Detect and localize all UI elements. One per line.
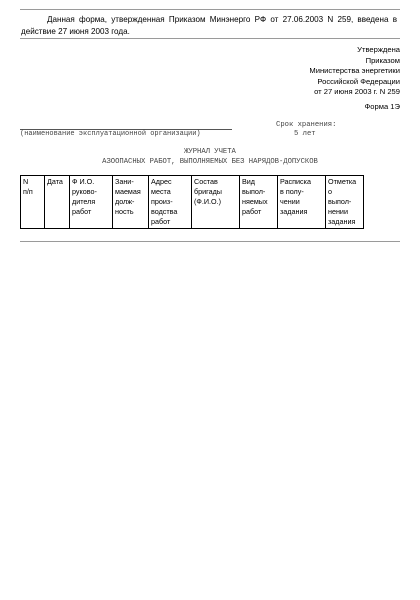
header-line: няемых: [242, 197, 268, 206]
approval-line: Утверждена: [357, 45, 400, 54]
column-header-work-type: [240, 176, 278, 229]
header-line: долж-: [115, 197, 135, 206]
storage-period-block: [276, 121, 336, 139]
header-line: в полу-: [280, 187, 304, 196]
header-line: задания: [280, 207, 308, 216]
organization-caption: (наименование эксплуатационной организации): [20, 130, 201, 138]
column-header-date: [45, 176, 70, 229]
header-line: Зани-: [115, 177, 134, 186]
header-line: работ: [242, 207, 262, 216]
storage-label: Срок хранения:: [276, 121, 337, 129]
column-header-position: [113, 176, 149, 229]
header-line: места: [151, 187, 171, 196]
approval-line: Министерства энергетики: [309, 66, 400, 75]
intro-line-1: Данная форма, утвержденная Приказом Минэнерго РФ от 27.06.2003 N 259, введена в: [47, 15, 397, 24]
intro-line-2: действие 27 июня 2003 года.: [21, 27, 130, 36]
approval-line: Российской Федерации: [317, 76, 400, 86]
table-header-row: [21, 176, 364, 229]
intro-bottom-rule: [20, 38, 400, 39]
column-header-completion-mark: [326, 176, 364, 229]
header-line: чении: [280, 197, 300, 206]
header-line: руково-: [72, 187, 97, 196]
header-line: Адрес: [151, 177, 172, 186]
top-rule: [20, 9, 400, 10]
journal-title: ЖУРНАЛ УЧЕТА: [184, 148, 236, 156]
header-line: задания: [328, 217, 356, 226]
journal-heading: [0, 147, 420, 167]
header-line: Состав: [194, 177, 218, 186]
header-line: Ф И.О.: [72, 177, 95, 186]
header-line: (Ф.И.О.): [194, 197, 221, 206]
header-line: выпол-: [328, 197, 352, 206]
header-line: произ-: [151, 197, 173, 206]
journal-subtitle: АЗООПАСНЫХ РАБОТ, ВЫПОЛНЯЕМЫХ БЕЗ НАРЯДОВ-ДОПУСКОВ: [102, 158, 318, 166]
header-line: Отметка: [328, 177, 357, 186]
approval-block: [240, 45, 400, 98]
column-header-number: [21, 176, 45, 229]
approval-line: Приказом: [365, 55, 400, 65]
header-line: водства: [151, 207, 178, 216]
header-line: нении: [328, 207, 348, 216]
column-header-crew: [192, 176, 240, 229]
header-line: Расписка: [280, 177, 311, 186]
form-number: Форма 1Э: [364, 102, 400, 111]
header-line: ность: [115, 207, 134, 216]
column-header-supervisor: [70, 176, 113, 229]
header-line: выпол-: [242, 187, 266, 196]
storage-period: 5 лет: [294, 130, 316, 138]
approval-line: от 27 июня 2003 г. N 259: [314, 87, 400, 96]
journal-table: [20, 175, 364, 229]
header-line: N: [23, 177, 29, 186]
header-line: бригады: [194, 187, 222, 196]
header-line: работ: [151, 217, 171, 226]
header-line: маемая: [115, 187, 141, 196]
header-line: работ: [72, 207, 92, 216]
column-header-receipt: [278, 176, 326, 229]
column-header-work-address: [149, 176, 192, 229]
header-line: дителя: [72, 197, 96, 206]
intro-note: [21, 14, 397, 38]
header-line: п/п: [23, 187, 33, 196]
header-line: Вид: [242, 177, 256, 186]
header-line: Дата: [47, 177, 63, 186]
header-line: о: [328, 187, 332, 196]
bottom-rule: [20, 241, 400, 242]
